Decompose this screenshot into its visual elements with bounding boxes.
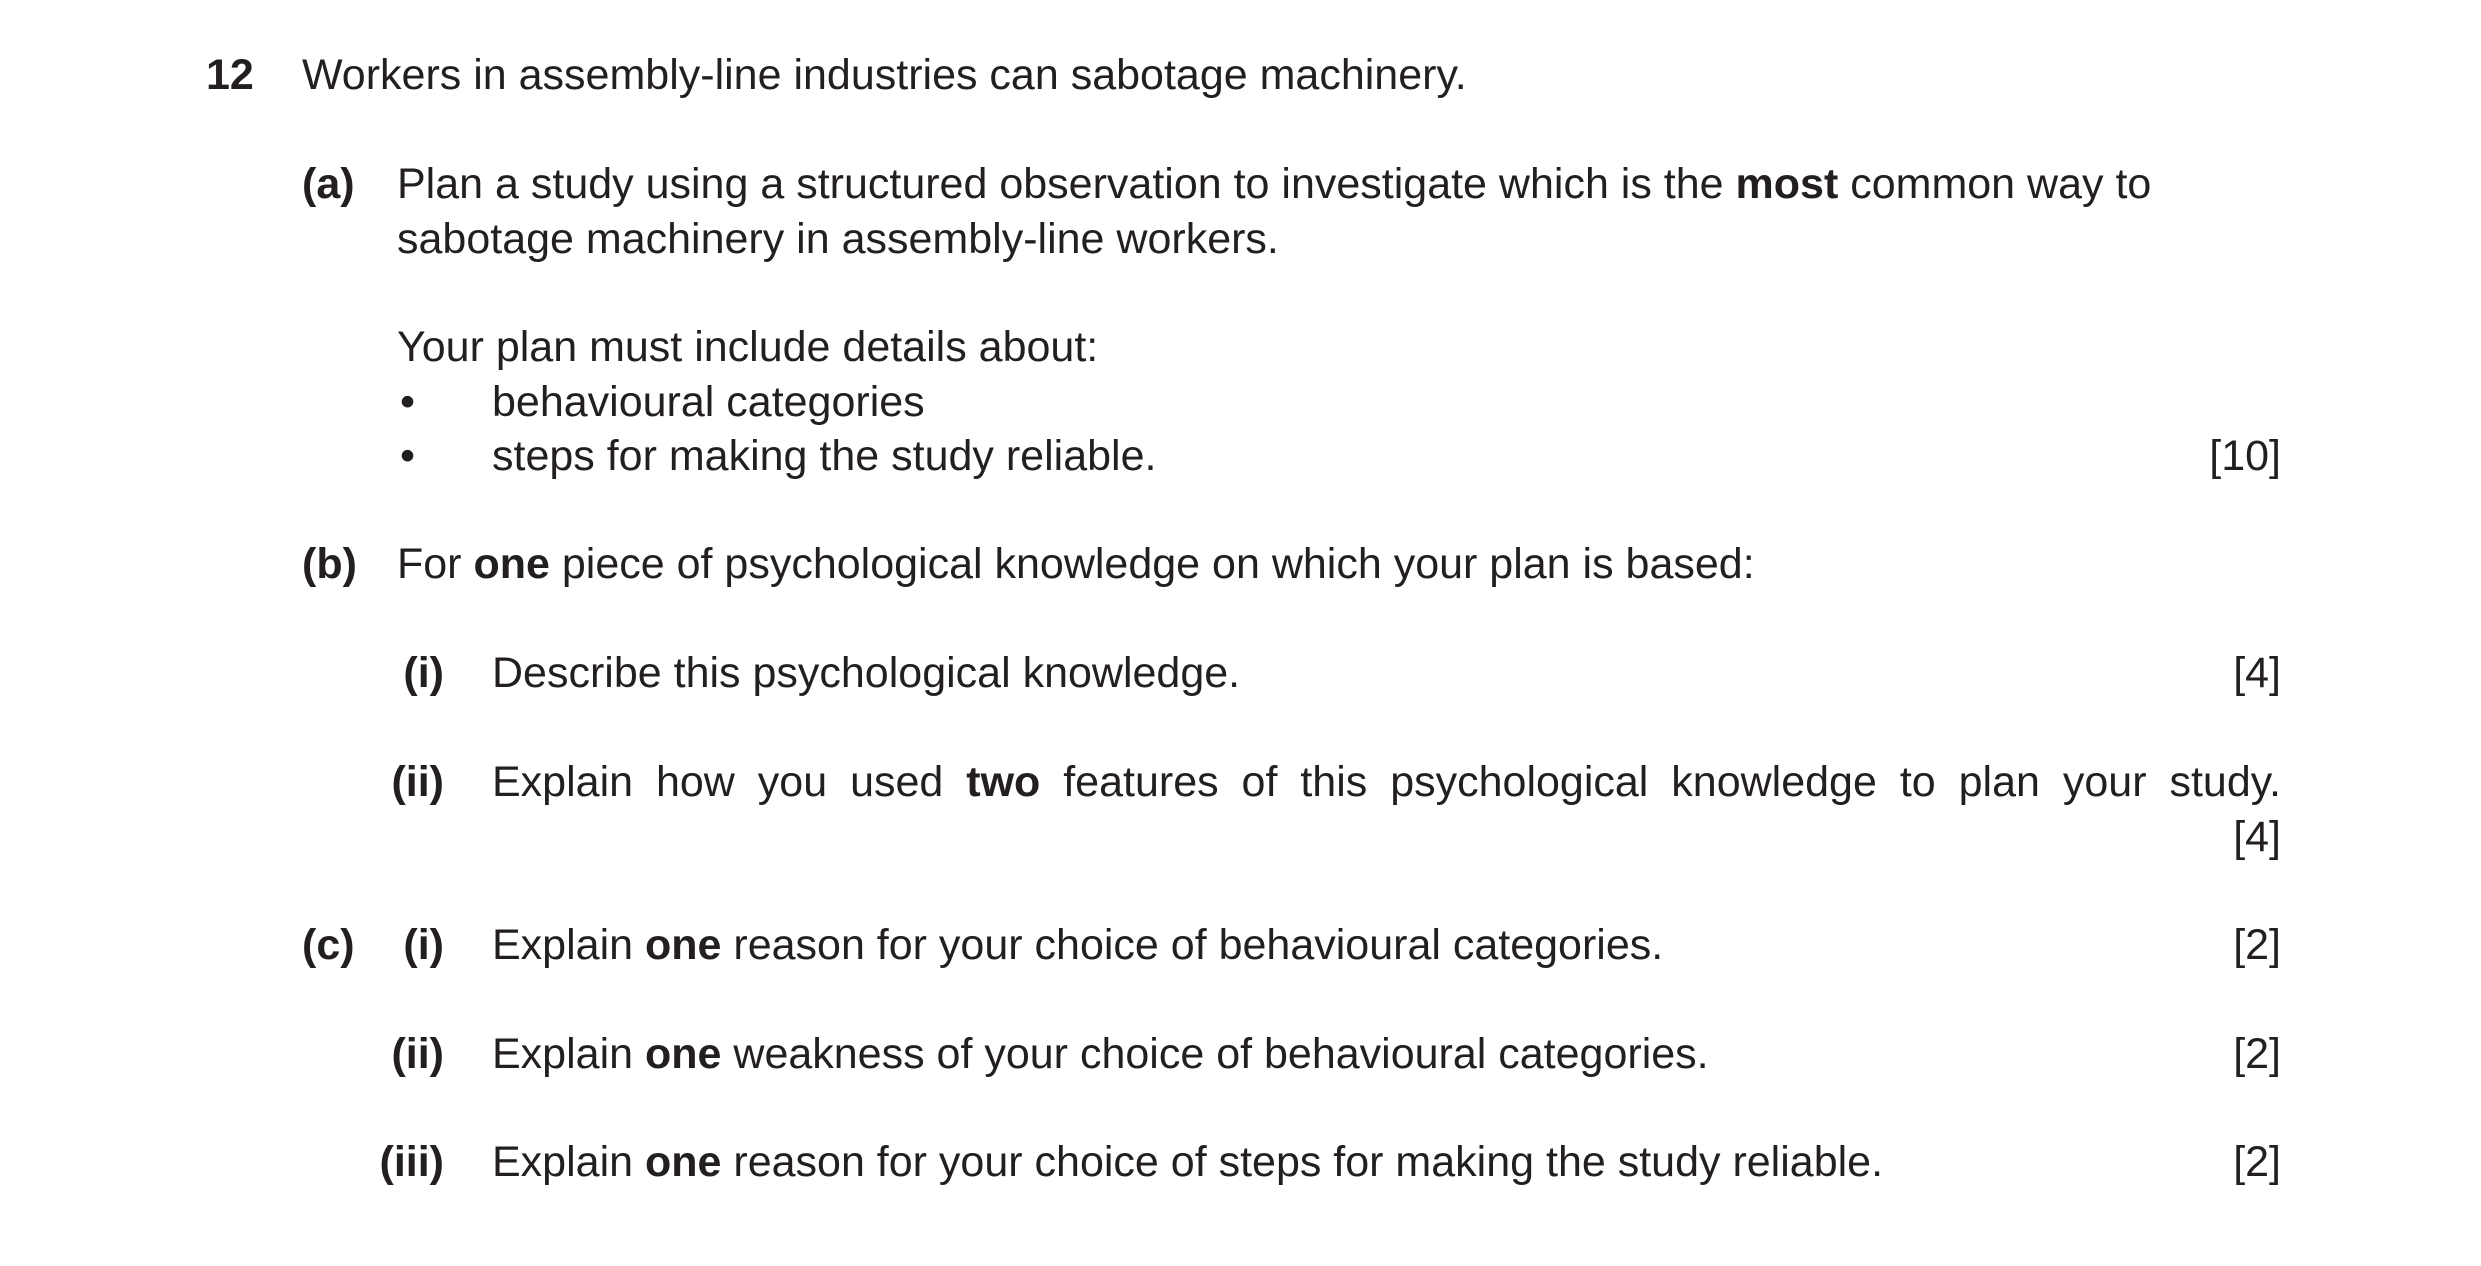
part-b-ii-text-bold: two [966, 758, 1041, 806]
part-b-text-post: piece of psychological knowledge on which your plan is based: [549, 540, 1755, 588]
part-b-i-text: Describe this psychological knowledge. [492, 649, 1241, 697]
part-c-iii-text [492, 1135, 1883, 1190]
part-b-ii-text [492, 755, 2281, 810]
part-b-text-bold: one [473, 540, 550, 588]
part-c-i-text-bold: one [644, 921, 722, 969]
part-b-ii-text-pre: Explain how you used [492, 758, 967, 806]
part-c-ii-label: (ii) [391, 1030, 444, 1078]
part-a-line-2: sabotage machinery in assembly-line workers. [397, 215, 1279, 263]
part-b-text [397, 537, 1755, 592]
part-c-i-label: (i) [403, 921, 444, 969]
part-a-marks: [10] [2209, 432, 2281, 480]
part-b-ii-label: (ii) [391, 758, 444, 806]
part-b-i-label: (i) [403, 649, 444, 697]
part-a-label: (a) [302, 160, 355, 208]
part-c-iii-label: (iii) [379, 1138, 444, 1186]
part-c-i-marks: [2] [2233, 921, 2281, 969]
part-c-ii-text-bold: one [644, 1030, 722, 1078]
part-b-ii-marks: [4] [2233, 813, 2281, 861]
part-a-line-1-bold: most [1735, 160, 1839, 208]
part-b-label: (b) [302, 540, 357, 588]
part-a-line-1-post: common way to [1838, 160, 2152, 208]
part-c-iii-text-post: reason for your choice of steps for making the study reliable. [721, 1138, 1884, 1186]
part-a-bullet-1: behavioural categories [492, 378, 925, 426]
part-b-i-marks: [4] [2233, 649, 2281, 697]
part-c-ii-text [492, 1027, 1709, 1082]
part-b-ii-text-post: features of this psychological knowledge to plan your study. [1040, 758, 2281, 806]
part-c-i-text [492, 918, 1663, 973]
part-a-intro: Your plan must include details about: [397, 323, 1099, 371]
question-number: 12 [206, 51, 254, 99]
bullet-icon: • [400, 432, 416, 480]
part-c-iii-text-pre: Explain [492, 1138, 645, 1186]
part-c-i-text-post: reason for your choice of behavioural categories. [721, 921, 1664, 969]
part-c-ii-text-pre: Explain [492, 1030, 645, 1078]
part-a-line-1 [397, 157, 2151, 212]
part-c-iii-text-bold: one [644, 1138, 722, 1186]
question-stem: Workers in assembly-line industries can sabotage machinery. [302, 51, 1467, 99]
part-b-text-pre: For [397, 540, 474, 588]
bullet-icon: • [400, 378, 416, 426]
part-c-iii-marks: [2] [2233, 1138, 2281, 1186]
part-c-label: (c) [302, 921, 355, 969]
part-c-ii-text-post: weakness of your choice of behavioural categories. [721, 1030, 1709, 1078]
part-c-ii-marks: [2] [2233, 1030, 2281, 1078]
part-c-i-text-pre: Explain [492, 921, 645, 969]
part-a-line-1-pre: Plan a study using a structured observation to investigate which is the [397, 160, 1736, 208]
part-a-bullet-2: steps for making the study reliable. [492, 432, 1157, 480]
